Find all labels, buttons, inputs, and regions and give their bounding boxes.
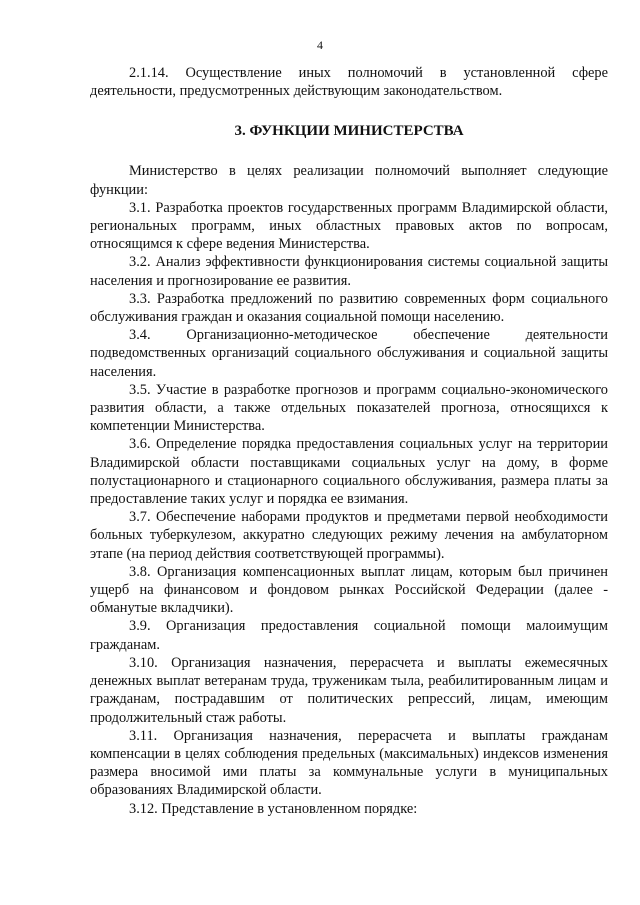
function-item: 3.12. Представление в установленном порядке: — [129, 800, 418, 817]
section-intro: Министерство в целях реализации полномочий выполняет следующие функции: — [90, 163, 608, 198]
function-item: 3.1. Разработка проектов государственных программ Владимирской области, региональных программ, иных областных правовых актов по вопросам, относящимся к сфере ведения Министерства. — [90, 199, 608, 253]
intro-paragraph: 2.1.14. Осуществление иных полномочий в установленной сфере деятельности, предусмотренных действующим законодательством. — [90, 65, 608, 100]
function-item: 3.7. Обеспечение наборами продуктов и предметами первой необходимости больных туберкулезом, аккуратно следующих режиму лечения на амбулаторном этапе (на период действия соответствующей программы). — [90, 509, 608, 562]
function-item: 3.8. Организация компенсационных выплат лицам, которым был причинен ущерб на финансовом и фондовом рынках Российской Федерации (далее - обманутые вкладчики). — [90, 563, 608, 617]
function-item: 3.11. Организация назначения, перерасчета и выплаты гражданам компенсации в целях соблюдения предельных (максимальных) индексов изменения размера вносимой ими платы за коммунальные услуги в муниципальных образованиях Владимирской области. — [90, 727, 608, 799]
function-item: 3.3. Разработка предложений по развитию современных форм социального обслуживания граждан и оказания социальной помощи населению. — [90, 290, 608, 326]
function-item: 3.2. Анализ эффективности функционирования системы социальной защиты населения и прогнозирование ее развития. — [90, 254, 608, 289]
section-heading: 3. ФУНКЦИИ МИНИСТЕРСТВА — [234, 123, 464, 140]
function-item: 3.5. Участие в разработке прогнозов и программ социально-экономического развития области, а также отдельных показателей прогноза, относящихся к компетенции Министерства. — [90, 381, 608, 435]
document-body — [90, 64, 608, 818]
function-item: 3.9. Организация предоставления социальной помощи малоимущим гражданам. — [90, 618, 608, 653]
function-item: 3.6. Определение порядка предоставления социальных услуг на территории Владимирской области поставщиками социальных услуг на дому, в форме полустационарного и стационарного социального обслуживания, размера платы за предоставление таких услуг и порядка ее взимания. — [90, 436, 608, 508]
functions-list — [90, 199, 608, 818]
page-number: 4 — [317, 38, 323, 52]
function-item: 3.10. Организация назначения, перерасчета и выплаты ежемесячных денежных выплат ветеранам труда, труженикам тыла, реабилитированным лицам и гражданам, пострадавшим от политических репрессий, лицам, имеющим продолжительный стаж работы. — [90, 654, 608, 726]
function-item: 3.4. Организационно-методическое обеспечение деятельности подведомственных организаций социального обслуживания и социальной защиты населения. — [90, 327, 608, 380]
